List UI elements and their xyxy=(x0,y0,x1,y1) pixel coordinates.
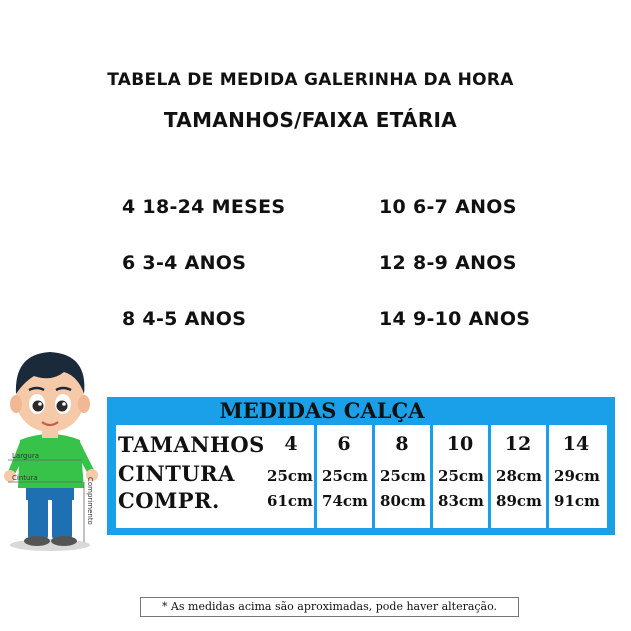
age-range-list xyxy=(0,196,631,336)
length-cell: 91cm xyxy=(554,492,600,510)
waist-cell: 25cm xyxy=(322,467,368,485)
length-cell: 61cm xyxy=(267,492,313,510)
waist-cell: 25cm xyxy=(267,467,313,485)
row-label-waist: CINTURA xyxy=(118,461,235,486)
length-cell: 89cm xyxy=(496,492,542,510)
length-cell: 74cm xyxy=(322,492,368,510)
waist-cell: 29cm xyxy=(554,467,600,485)
width-label: Largura xyxy=(12,452,39,460)
age-range-item: 4 18-24 MESES xyxy=(122,196,286,218)
size-header: 10 xyxy=(446,433,474,455)
waist-cell: 28cm xyxy=(496,467,542,485)
waist-label: Cintura xyxy=(12,474,38,482)
child-measurement-illustration xyxy=(4,342,100,557)
length-cell: 83cm xyxy=(438,492,484,510)
size-header: 8 xyxy=(395,433,409,455)
pants-table-title: MEDIDAS CALÇA xyxy=(219,398,425,423)
boy-illustration xyxy=(4,342,100,557)
page-subtitle: TAMANHOS/FAIXA ETÁRIA xyxy=(163,108,458,132)
page-title: TABELA DE MEDIDA GALERINHA DA HORA xyxy=(107,70,514,90)
row-label-length: COMPR. xyxy=(118,488,220,513)
age-range-item: 10 6-7 ANOS xyxy=(379,196,517,218)
length-cell: 80cm xyxy=(380,492,426,510)
size-header: 6 xyxy=(337,433,351,455)
age-range-item: 12 8-9 ANOS xyxy=(379,252,517,274)
waist-cell: 25cm xyxy=(438,467,484,485)
row-label-sizes: TAMANHOS xyxy=(118,432,265,457)
age-range-item: 6 3-4 ANOS xyxy=(122,252,247,274)
waist-cell: 25cm xyxy=(380,467,426,485)
age-range-item: 14 9-10 ANOS xyxy=(379,308,531,330)
age-range-item: 8 4-5 ANOS xyxy=(122,308,247,330)
disclaimer-note: * As medidas acima são aproximadas, pode haver alteração. xyxy=(140,597,519,617)
pants-measurements-panel xyxy=(107,397,615,535)
size-header: 14 xyxy=(562,433,590,455)
length-label: Comprimento xyxy=(86,477,94,525)
size-header: 4 xyxy=(284,433,298,455)
pants-measurements-table xyxy=(116,425,607,528)
size-header: 12 xyxy=(504,433,532,455)
